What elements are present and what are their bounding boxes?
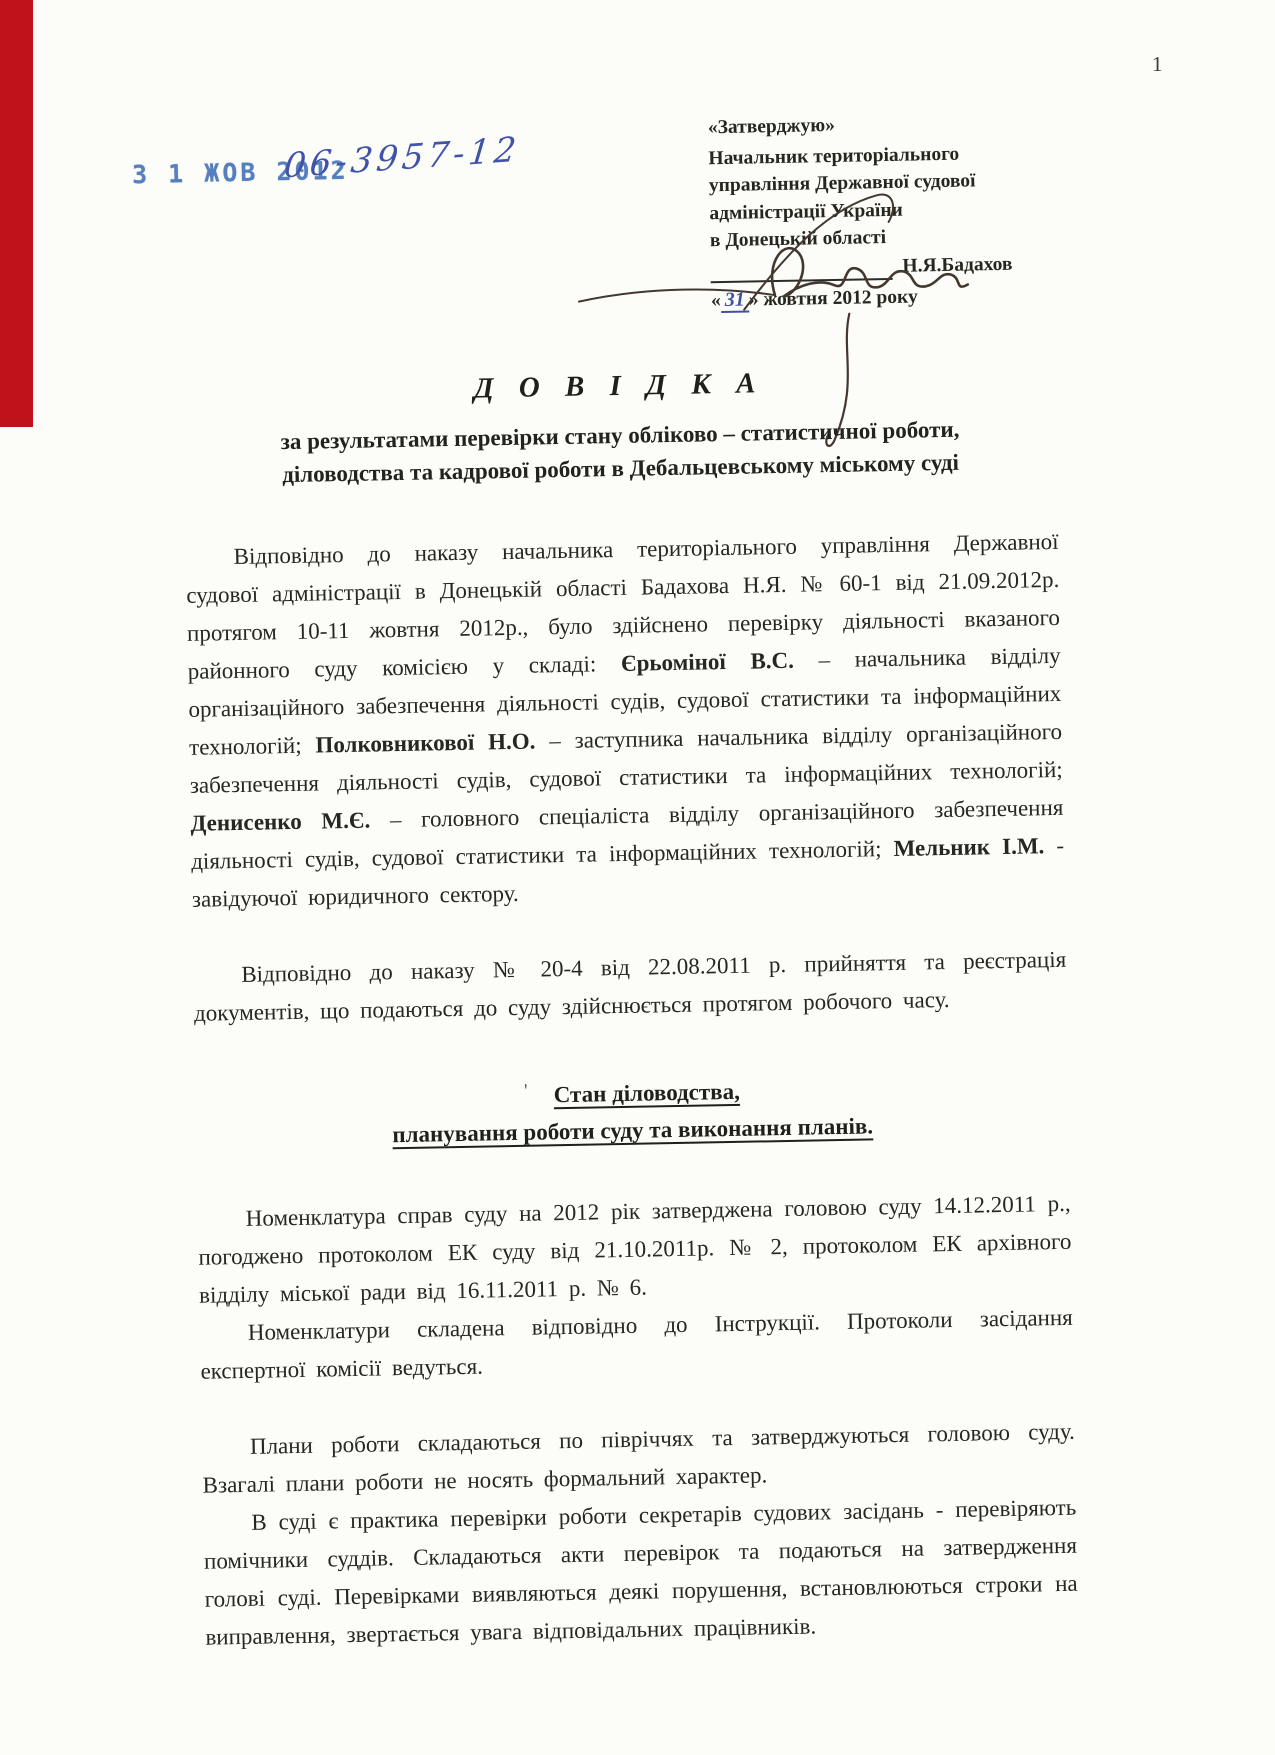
approval-block [708,108,1057,315]
subtitle-line: діловодства та кадрової роботи в Дебальцевському міському суді [282,449,960,488]
signature-row [710,249,1055,283]
approval-date [711,281,1056,315]
signer-name: Н.Я.Бадахов [902,253,1013,277]
document-subtitle [183,411,1057,493]
handwritten-day: 31 [721,289,749,314]
section-heading-line: ' Стан діловодства, [523,1078,741,1108]
approval-line: в Донецькій області [709,227,887,252]
approval-line: управління Державної судової [708,170,976,197]
date-open-quote: « [710,290,721,312]
incoming-date-stamp: 3 1 ЖОВ 2012 [131,155,349,190]
paragraph-nomenclature: Номенклатура справ суду на 2012 рік затверджена головою суду 14.12.2011 р., погоджено протоколом ЕК суду від 21.10.2011р. № 2, протоколом ЕК архівного відділу міської ради від 16.11.2011 р. № 6. [198,1190,1072,1308]
section-heading-line: планування роботи суду та виконання планів. [392,1113,874,1148]
approval-line: Начальник територіального [708,143,960,169]
page-number: 1 [1152,52,1163,76]
section-heading [195,1063,1069,1157]
handwritten-ref-number: 06-3957-12 [282,129,522,187]
paragraph-practice: В суді є практика перевірки роботи секретарів судових засідань - перевіряють помічники суддів. Складаються акти перевірок та подаються на затвердження голові суді. Перевірками виявляються деякі порушення, встановлюються строки на виправлення, звертається увага відповідальних працівників. [203,1494,1078,1650]
paragraph-instruction: Номенклатури складена відповідно до Інструкції. Протоколи засідання експертної комісії ведуться. [200,1304,1073,1384]
paragraph-plans: Плани роботи складаються по півріччях та затверджуються головою суду. Взагалі плани роботи не носять формальний характер. [202,1418,1076,1498]
date-rest: » жовтня 2012 року [748,286,918,311]
document-body [182,362,1078,1657]
document-title: Д О В І Д К А [473,367,765,405]
stray-mark: ' [523,1080,528,1102]
paragraph-commission: Відповідно до наказу начальника територіального управління Державної судової адміністрації в Донецькій області Бадахова Н.Я. № 60-1 від 21.09.2012р. протягом 10-11 жовтня 2012р., було здійснено перевірку діяльності вказаного районного суду комісією у складі: Єрьоміної В.С. – начальника відділу організаційного забезпечення діяльності судів, судової статистики та інформаційних технологій; Полковникової Н.О. – заступника начальника відділу організаційного забезпечення діяльності судів, судової статистики та інформаційних технологій; Денисенко М.Є. – головного спеціаліста відділу організаційного забезпечення діяльності судів, судової статистики та інформаційних технологій; Мельник І.М. - завідуючої юридичного сектору. [186,528,1065,912]
approval-quote: «Затверджую» [707,114,836,139]
approval-line: адміністрації України [709,199,904,224]
paragraph-order: Відповідно до наказу № 20-4 від 22.08.2011 р. прийняття та реєстрація документів, що подаються до суду здійснюється протягом робочого часу. [193,946,1067,1026]
signature-line [710,254,892,283]
subtitle-line: за результатами перевірки стану обліково – статистичної роботи, [280,416,960,455]
